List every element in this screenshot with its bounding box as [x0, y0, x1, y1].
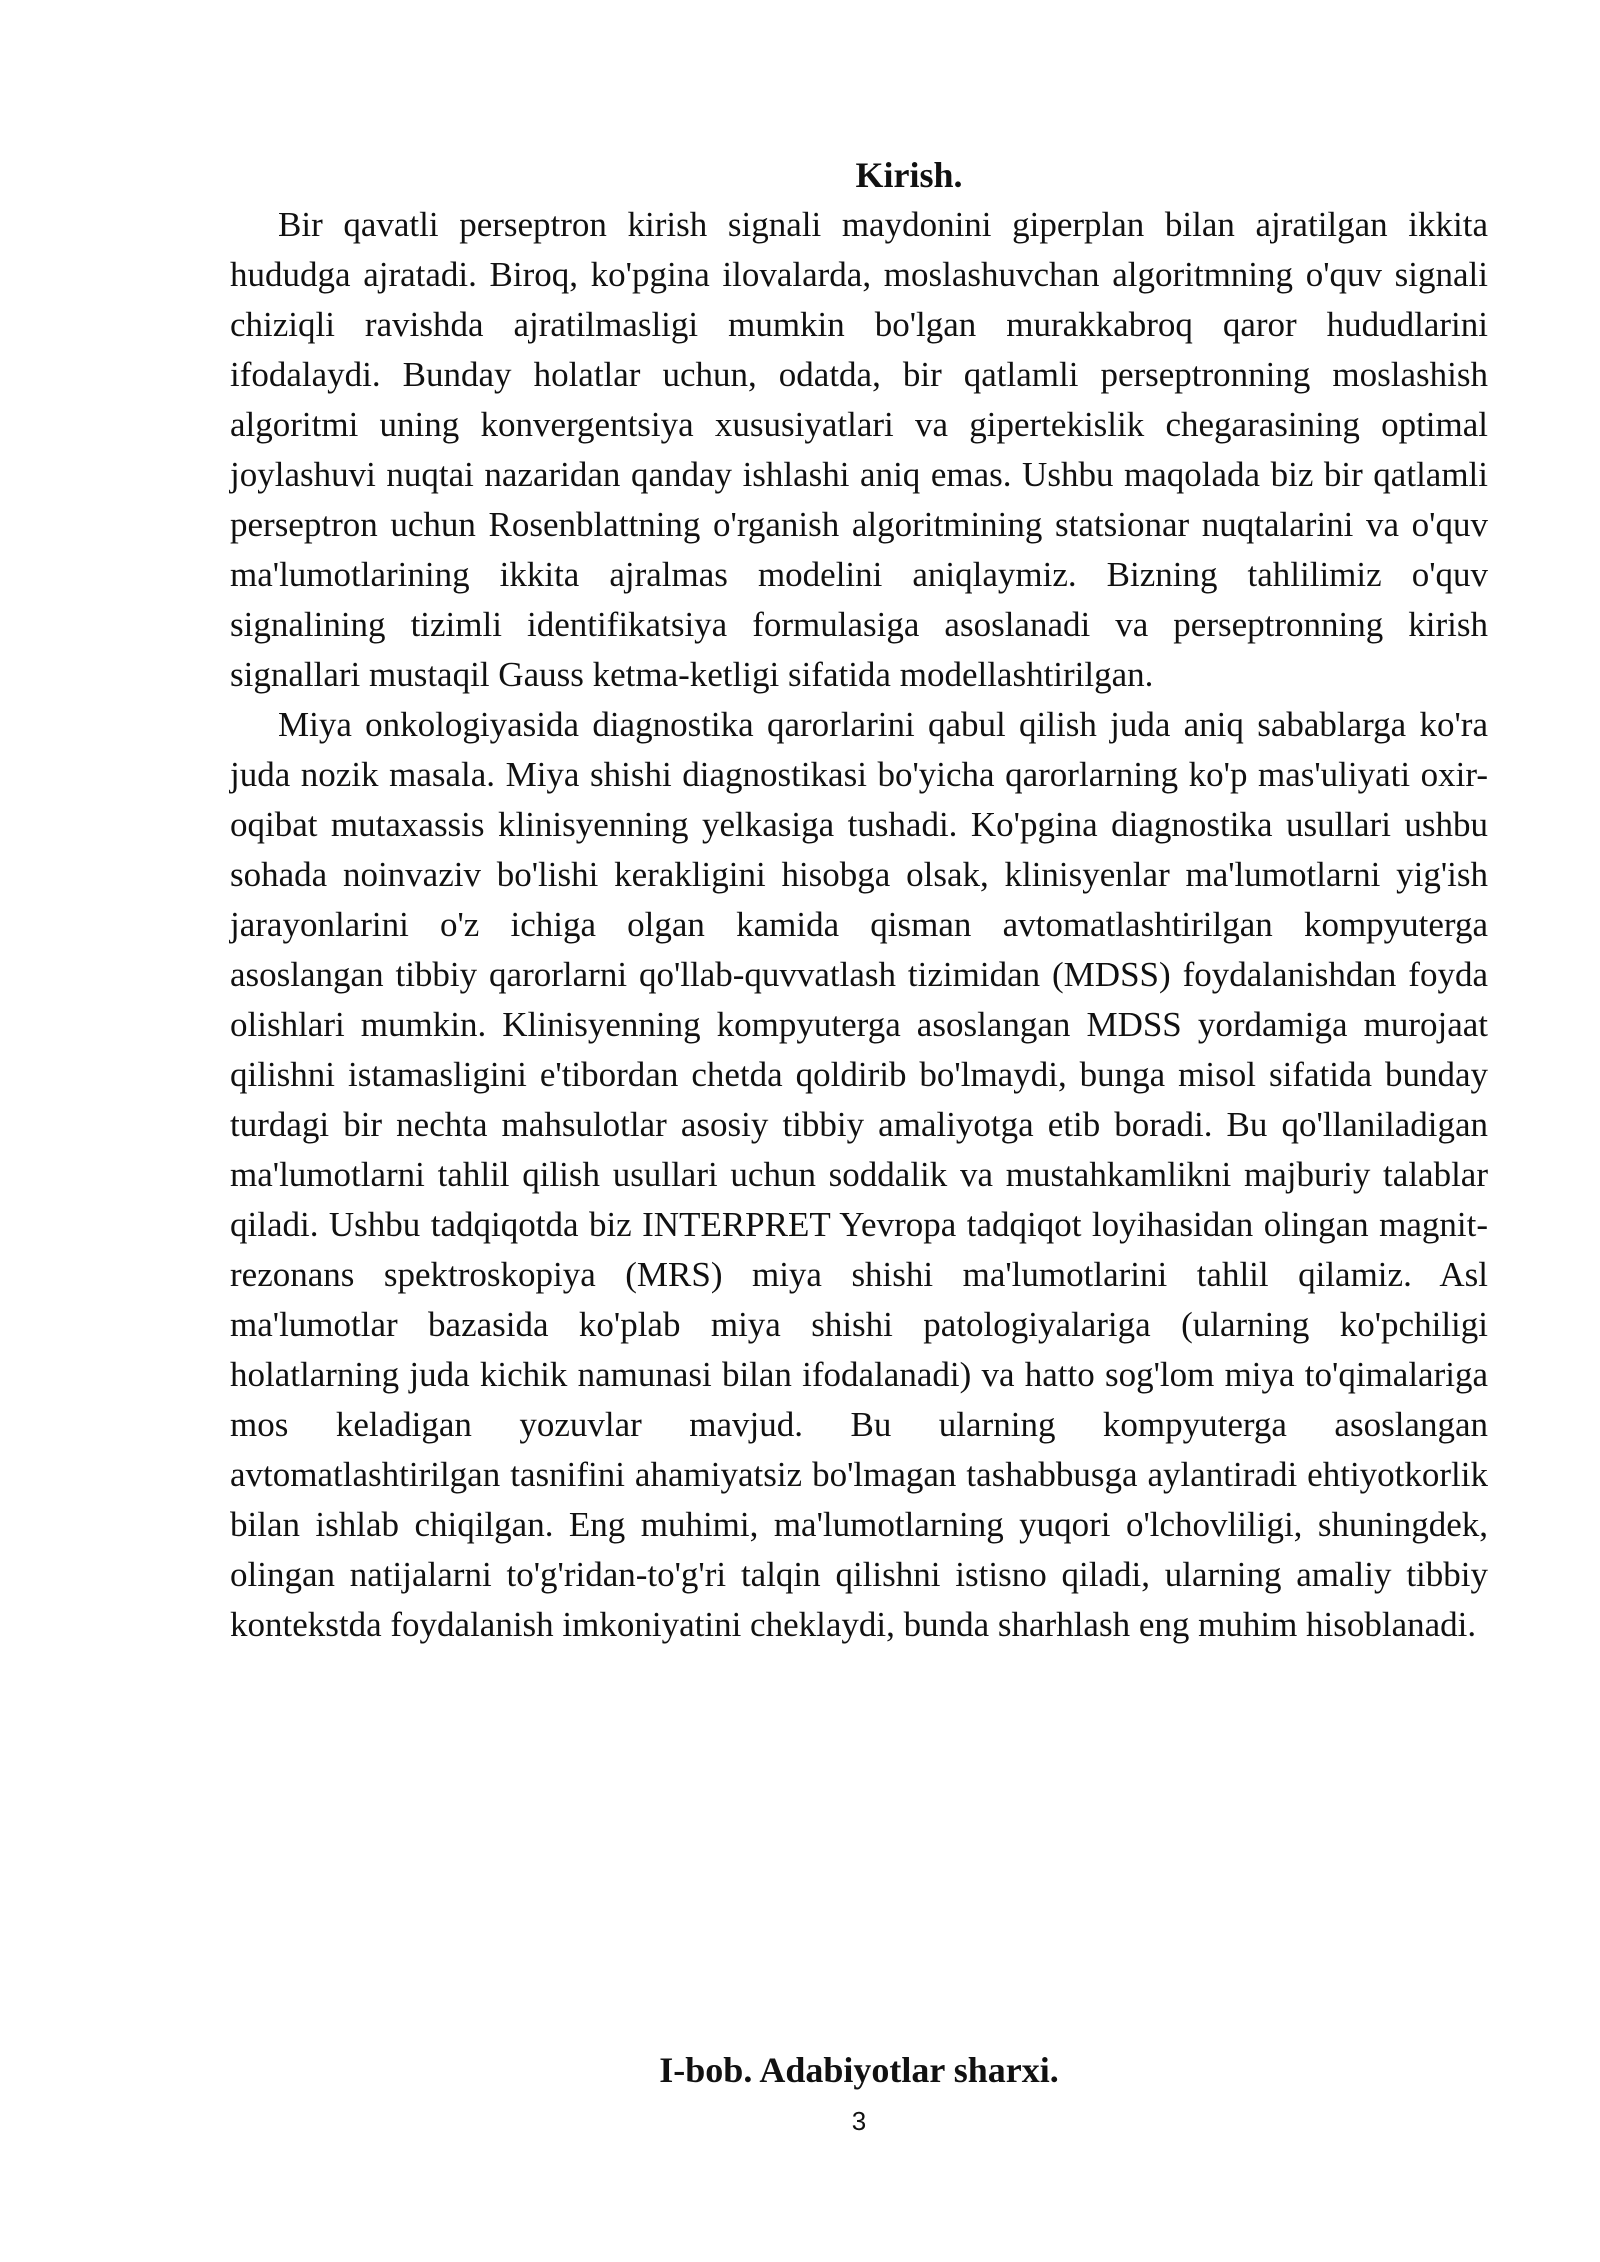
section-heading: I-bob. Adabiyotlar sharxi.	[659, 2050, 1059, 2090]
page-number: 3	[851, 2106, 867, 2136]
paragraph-perceptron: Bir qavatli perseptron kirish signali maydonini giperplan bilan ajratilgan ikkita hududga ajratadi. Biroq, ko'pgina ilovalarda, moslashuvchan algoritmning o'quv signali chiziqli ravishda ajratilmasligi mumkin bo'lgan murakkabroq qaror hududlarini ifodalaydi. Bunday holatlar uchun, odatda, bir qatlamli perseptronning moslashish algoritmi uning konvergentsiya xususiyatlari va gipertekislik chegarasining optimal joylashuvi nuqtai nazaridan qanday ishlashi aniq emas. Ushbu maqolada biz bir qatlamli perseptron uchun Rosenblattning o'rganish algoritmining statsionar nuqtalarini va o'quv ma'lumotlarining ikkita ajralmas modelini aniqlaymiz. Bizning tahlilimiz o'quv signalining tizimli identifikatsiya formulasiga asoslanadi va perseptronning kirish signallari mustaqil Gauss ketma-ketligi sifatida modellashtirilgan.	[230, 205, 1488, 694]
document-body	[230, 150, 1488, 1650]
intro-heading: Kirish.	[855, 155, 963, 195]
paragraph-brain-oncology: Miya onkologiyasida diagnostika qarorlarini qabul qilish juda aniq sabablarga ko'ra juda nozik masala. Miya shishi diagnostikasi bo'yicha qarorlarning ko'p mas'uliyati oxir-oqibat mutaxassis klinisyenning yelkasiga tushadi. Ko'pgina diagnostika usullari ushbu sohada noinvaziv bo'lishi kerakligini hisobga olsak, klinisyenlar ma'lumotlarni yig'ish jarayonlarini o'z ichiga olgan kamida qisman avtomatlashtirilgan kompyuterga asoslangan tibbiy qarorlarni qo'llab-quvvatlash tizimidan (MDSS) foydalanishdan foyda olishlari mumkin. Klinisyenning kompyuterga asoslangan MDSS yordamiga murojaat qilishni istamasligini e'tibordan chetda qoldirib bo'lmaydi, bunga misol sifatida bunday turdagi bir nechta mahsulotlar asosiy tibbiy amaliyotga etib boradi. Bu qo'llaniladigan ma'lumotlarni tahlil qilish usullari uchun soddalik va mustahkamlikni majburiy talablar qiladi. Ushbu tadqiqotda biz INTERPRET Yevropa tadqiqot loyihasidan olingan magnit-rezonans spektroskopiya (MRS) miya shishi ma'lumotlarini tahlil qilamiz. Asl ma'lumotlar bazasida ko'plab miya shishi patologiyalariga (ularning ko'pchiligi holatlarning juda kichik namunasi bilan ifodalanadi) va hatto sog'lom miya to'qimalariga mos keladigan yozuvlar mavjud. Bu ularning kompyuterga asoslangan avtomatlashtirilgan tasnifini ahamiyatsiz bo'lmagan tashabbusga aylantiradi ehtiyotkorlik bilan ishlab chiqilgan. Eng muhimi, ma'lumotlarning yuqori o'lchovliligi, shuningdek, olingan natijalarni to'g'ridan-to'g'ri talqin qilishni istisno qiladi, ularning amaliy tibbiy kontekstda foydalanish imkoniyatini cheklaydi, bunda sharhlash eng muhim hisoblanadi.	[230, 705, 1488, 1644]
